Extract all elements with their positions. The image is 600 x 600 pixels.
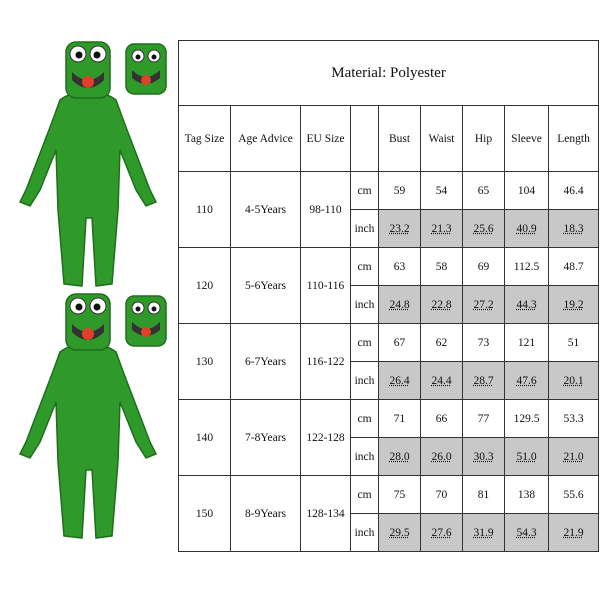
age-advice-cell: 6-7Years (231, 324, 301, 400)
inch-value: 22.8 (431, 298, 452, 311)
cm-value-cell: 58 (421, 248, 463, 286)
inch-value: 19.2 (563, 298, 584, 311)
cm-value-cell: 46.4 (549, 172, 599, 210)
size-row-cm (179, 476, 599, 514)
size-row-cm (179, 172, 599, 210)
unit-cm-cell: cm (351, 324, 379, 362)
age-advice-cell: 7-8Years (231, 400, 301, 476)
cm-value-cell: 138 (505, 476, 549, 514)
inch-value-cell (549, 210, 599, 248)
costume-mask (126, 296, 166, 346)
inch-value-cell (549, 286, 599, 324)
unit-inch-cell: inch (351, 362, 379, 400)
inch-value: 54.3 (516, 526, 537, 539)
size-row-cm (179, 248, 599, 286)
eu-size-cell: 122-128 (301, 400, 351, 476)
inch-value-cell (549, 362, 599, 400)
inch-value-cell (505, 362, 549, 400)
costume-figure-bottom (0, 292, 176, 542)
header-length: Length (549, 106, 599, 172)
inch-value-cell (379, 286, 421, 324)
size-row-cm (179, 324, 599, 362)
inch-value-cell (505, 438, 549, 476)
size-chart-table (178, 40, 599, 552)
inch-value: 47.6 (516, 374, 537, 387)
inch-value: 31.9 (473, 526, 494, 539)
cm-value-cell: 70 (421, 476, 463, 514)
inch-value: 21.3 (431, 222, 452, 235)
header-age-advice: Age Advice (231, 106, 301, 172)
inch-value: 29.5 (389, 526, 410, 539)
cm-value-cell: 67 (379, 324, 421, 362)
inch-value-cell (421, 362, 463, 400)
eu-size-cell: 128-134 (301, 476, 351, 552)
unit-cm-cell: cm (351, 248, 379, 286)
cm-value-cell: 129.5 (505, 400, 549, 438)
tag-size-cell: 110 (179, 172, 231, 248)
cm-value-cell: 54 (421, 172, 463, 210)
inch-value: 21.9 (563, 526, 584, 539)
header-eu-size: EU Size (301, 106, 351, 172)
inch-value-cell (463, 286, 505, 324)
inch-value: 28.0 (389, 450, 410, 463)
cm-value-cell: 69 (463, 248, 505, 286)
inch-value: 24.4 (431, 374, 452, 387)
inch-value: 28.7 (473, 374, 494, 387)
tag-size-cell: 120 (179, 248, 231, 324)
cm-value-cell: 77 (463, 400, 505, 438)
size-row-cm (179, 400, 599, 438)
cm-value-cell: 48.7 (549, 248, 599, 286)
inch-value-cell (463, 362, 505, 400)
cm-value-cell: 121 (505, 324, 549, 362)
material-title: Material: Polyester (179, 41, 599, 106)
unit-cm-cell: cm (351, 400, 379, 438)
costume-bodysuit (20, 92, 156, 286)
unit-inch-cell: inch (351, 210, 379, 248)
inch-value-cell (421, 286, 463, 324)
inch-value-cell (463, 514, 505, 552)
inch-value: 30.3 (473, 450, 494, 463)
inch-value: 20.1 (563, 374, 584, 387)
inch-value-cell (379, 362, 421, 400)
header-tag-size: Tag Size (179, 106, 231, 172)
inch-value: 26.0 (431, 450, 452, 463)
inch-value: 51.0 (516, 450, 537, 463)
costume-mask (126, 44, 166, 94)
cm-value-cell: 112.5 (505, 248, 549, 286)
unit-cm-cell: cm (351, 476, 379, 514)
cm-value-cell: 81 (463, 476, 505, 514)
inch-value: 24.8 (389, 298, 410, 311)
inch-value-cell (379, 438, 421, 476)
cm-value-cell: 55.6 (549, 476, 599, 514)
header-waist: Waist (421, 106, 463, 172)
cm-value-cell: 65 (463, 172, 505, 210)
cm-value-cell: 104 (505, 172, 549, 210)
inch-value: 44.3 (516, 298, 537, 311)
header-row (179, 106, 599, 172)
inch-value: 27.2 (473, 298, 494, 311)
inch-value: 26.4 (389, 374, 410, 387)
costume-head (66, 42, 110, 98)
tag-size-cell: 130 (179, 324, 231, 400)
inch-value: 40.9 (516, 222, 537, 235)
inch-value-cell (505, 286, 549, 324)
inch-value-cell (505, 210, 549, 248)
header-unit (351, 106, 379, 172)
cm-value-cell: 71 (379, 400, 421, 438)
tag-size-cell: 140 (179, 400, 231, 476)
header-hip: Hip (463, 106, 505, 172)
unit-inch-cell: inch (351, 286, 379, 324)
cm-value-cell: 75 (379, 476, 421, 514)
cm-value-cell: 63 (379, 248, 421, 286)
header-sleeve: Sleeve (505, 106, 549, 172)
inch-value-cell (463, 210, 505, 248)
inch-value: 21.0 (563, 450, 584, 463)
inch-value-cell (549, 514, 599, 552)
age-advice-cell: 4-5Years (231, 172, 301, 248)
tag-size-cell: 150 (179, 476, 231, 552)
inch-value-cell (379, 210, 421, 248)
costume-head (66, 294, 110, 350)
inch-value: 27.6 (431, 526, 452, 539)
inch-value-cell (505, 514, 549, 552)
inch-value-cell (421, 514, 463, 552)
header-bust: Bust (379, 106, 421, 172)
inch-value-cell (421, 210, 463, 248)
inch-value: 18.3 (563, 222, 584, 235)
unit-inch-cell: inch (351, 438, 379, 476)
cm-value-cell: 53.3 (549, 400, 599, 438)
costume-bodysuit (20, 344, 156, 538)
costume-figure-top (0, 40, 176, 290)
cm-value-cell: 66 (421, 400, 463, 438)
inch-value: 25.6 (473, 222, 494, 235)
age-advice-cell: 8-9Years (231, 476, 301, 552)
cm-value-cell: 73 (463, 324, 505, 362)
inch-value-cell (463, 438, 505, 476)
cm-value-cell: 59 (379, 172, 421, 210)
inch-value-cell (421, 438, 463, 476)
eu-size-cell: 98-110 (301, 172, 351, 248)
cm-value-cell: 51 (549, 324, 599, 362)
unit-inch-cell: inch (351, 514, 379, 552)
inch-value-cell (549, 438, 599, 476)
unit-cm-cell: cm (351, 172, 379, 210)
age-advice-cell: 5-6Years (231, 248, 301, 324)
inch-value-cell (379, 514, 421, 552)
costume-photos (0, 40, 176, 560)
cm-value-cell: 62 (421, 324, 463, 362)
inch-value: 23.2 (389, 222, 410, 235)
eu-size-cell: 110-116 (301, 248, 351, 324)
eu-size-cell: 116-122 (301, 324, 351, 400)
